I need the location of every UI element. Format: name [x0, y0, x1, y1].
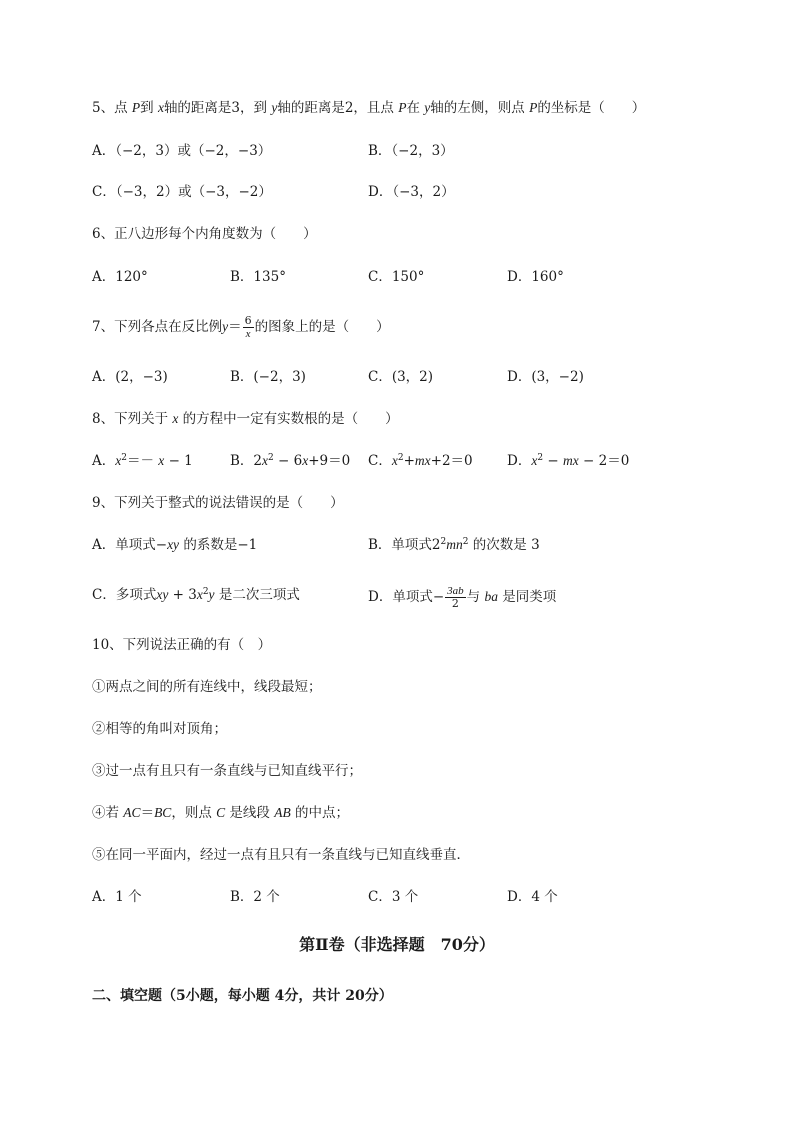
q10-option-a: A．1 个: [92, 889, 142, 905]
q7-fraction: $\frac{6}{x}$: [244, 314, 252, 340]
part2-heading: 第Ⅱ卷（非选择题 70分）: [299, 935, 495, 954]
q8-option-d: D．$x^2$ − mx − 2＝0: [507, 453, 630, 469]
q9-option-c: C．多项式xy + $3x^2y$ 是二次三项式: [92, 587, 300, 603]
q7-option-c: C．(3，2): [368, 369, 434, 385]
q8-option-a: A．$x^2=- x - 1$: [92, 453, 193, 469]
q9-fraction: $\frac{3ab}{2}$: [447, 585, 464, 610]
q6-option-c: C．150°: [368, 269, 425, 285]
q6-option-d: D．160°: [507, 269, 564, 285]
q10-option-c: C．3 个: [368, 889, 419, 905]
section2-heading: 二、填空题（5小题，每小题 4分，共计 20分）: [92, 988, 393, 1004]
q8-stem: 8、下列关于 x 的方程中一定有实数根的是（ ）: [92, 411, 399, 427]
q9-stem: 9、下列关于整式的说法错误的是（ ）: [92, 495, 344, 511]
q5-option-d: D．（−3，2）: [368, 184, 455, 200]
q7-option-d: D．(3，−2): [507, 369, 584, 385]
q5-option-c: C．（−3，2）或（−3，−2）: [92, 184, 272, 200]
q9-option-b: B．单项式$2^2mn^2$ 的次数是 3: [368, 537, 540, 553]
q10-option-b: B．2 个: [230, 889, 280, 905]
q10-stem: 10、下列说法正确的有（ ）: [92, 637, 272, 653]
q7-stem: 7、下列各点在反比例y＝ $\frac{6}{x}$ 的图象上的是（ ）: [92, 314, 390, 340]
q10-statement-5: ⑤在同一平面内，经过一点有且只有一条直线与已知直线垂直．: [92, 847, 470, 863]
q6-option-b: B．135°: [230, 269, 286, 285]
q5-option-b: B．（−2，3）: [368, 143, 454, 159]
q10-statement-1: ①两点之间的所有连线中，线段最短；: [92, 679, 322, 695]
q6-stem: 6、正八边形每个内角度数为（ ）: [92, 226, 317, 242]
q9-option-d: D．单项式− $\frac{3ab}{2}$ 与 ba 是同类项: [368, 585, 557, 610]
q6-option-a: A．120°: [92, 269, 148, 285]
q8-option-c: C．$x^2+mx+2=0$: [368, 453, 473, 469]
q10-option-d: D．4 个: [507, 889, 558, 905]
q7-option-b: B．(−2，3): [230, 369, 306, 385]
q7-option-a: A．(2，−3): [92, 369, 168, 385]
q10-statement-4: ④若 AC＝BC，则点 C 是线段 AB 的中点；: [92, 805, 350, 821]
q10-statement-2: ②相等的角叫对顶角；: [92, 721, 227, 737]
q10-statement-3: ③过一点有且只有一条直线与已知直线平行；: [92, 763, 362, 779]
q8-option-b: B．$2x^2 - 6x+9=0$: [230, 453, 351, 469]
q5-option-a: A．（−2，3）或（−2，−3）: [92, 143, 272, 159]
q5-stem: 5、点 P到 x轴的距离是3，到 y轴的距离是2，且点 P在 y轴的左侧，则点 P的坐标是（ ）: [92, 100, 646, 116]
q9-option-a: A．单项式−xy 的系数是−1: [92, 537, 258, 553]
